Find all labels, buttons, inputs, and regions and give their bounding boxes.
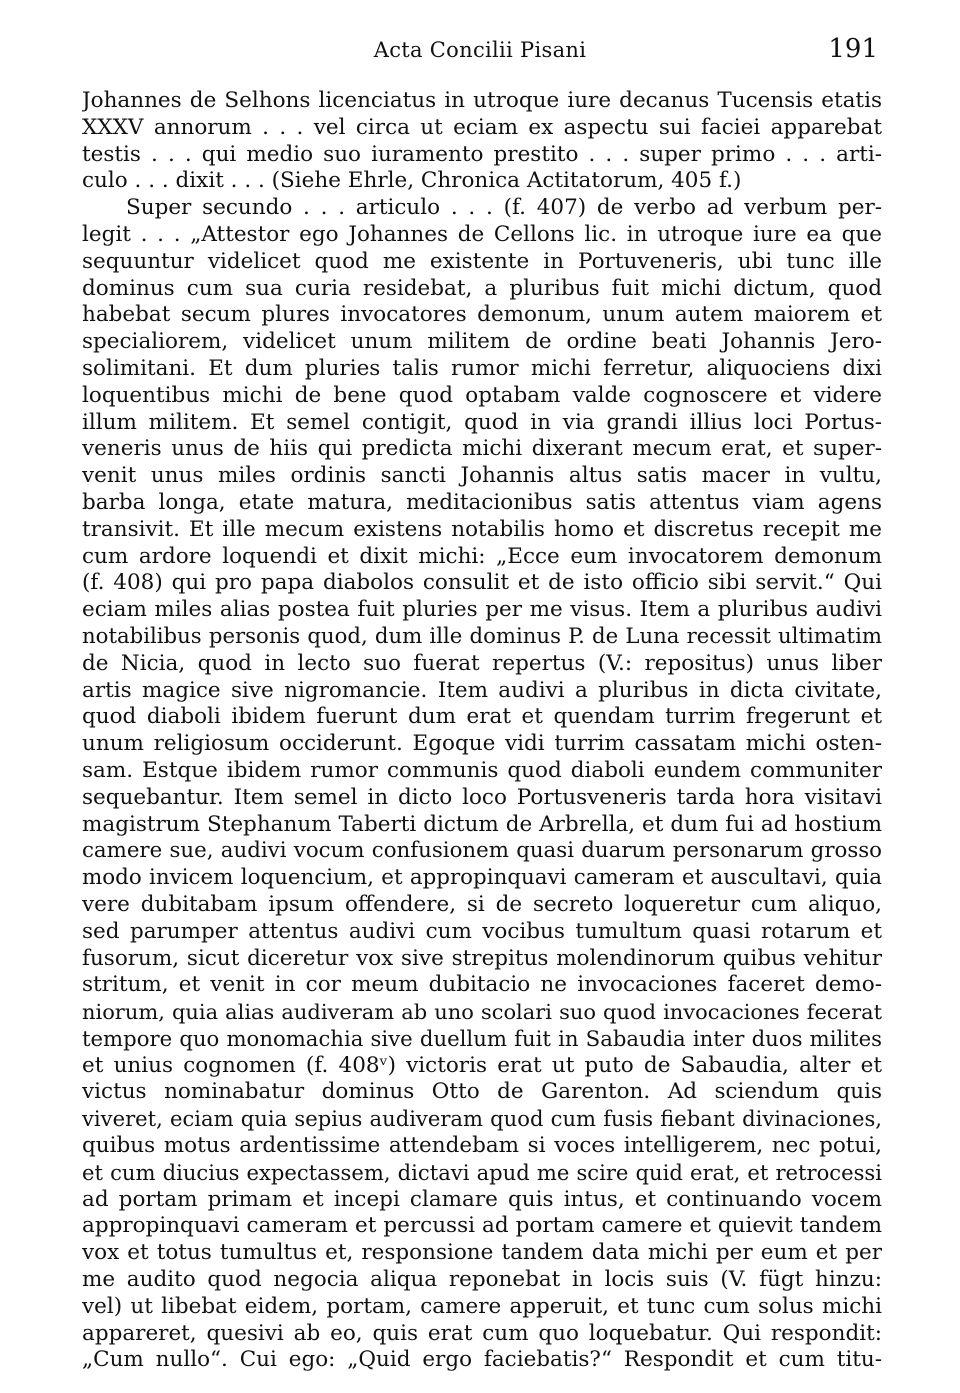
text-line: victus nominabatur dominus Otto de Garenton. Ad sciendum quis xyxy=(82,1079,882,1105)
text-line: magistrum Stephanum Taberti dictum de Arbrella, et dum fui ad hostium xyxy=(82,811,882,837)
text-line: transivit. Et ille mecum existens notabilis homo et discretus recepit me xyxy=(82,516,882,542)
text-line: stritum, et venit in cor meum dubitacio ne invocaciones faceret demo- xyxy=(82,972,882,998)
text-line: niorum, quia alias audiveram ab uno scolari suo quod invocaciones fecerat xyxy=(82,1000,882,1025)
text-line: illum militem. Et semel contigit, quod in via grandi illius loci Portus- xyxy=(82,409,882,435)
text-line: specialiorem, videlicet unum militem de ordine beati Johannis Jero- xyxy=(82,329,882,355)
text-line: quod diaboli ibidem fuerunt dum erat et quendam turrim fregerunt et xyxy=(82,704,882,730)
text-line: vox et totus tumultus et, responsione tandem data michi per eum et per xyxy=(82,1240,882,1266)
text-line: eciam miles alias postea fuit pluries per me visus. Item a pluribus audivi xyxy=(82,597,882,623)
text-line: loquentibus michi de bene quod optabam valde cognoscere et videre xyxy=(82,382,882,408)
text-line: (f. 408) qui pro papa diabolos consulit et de isto officio sibi servit.“ Qui xyxy=(82,570,882,596)
text-line: habebat secum plures invocatores demonum, unum autem maiorem et xyxy=(82,302,882,328)
text-line: solimitani. Et dum pluries talis rumor michi ferretur, aliquociens dixi xyxy=(82,355,882,381)
body-text xyxy=(82,88,882,1374)
text-line: sed parumper attentus audivi cum vocibus tumultum quasi rotarum et xyxy=(82,918,882,944)
text-line: legit . . . „Attestor ego Johannes de Cellons lic. in utroque iure ea que xyxy=(82,221,882,247)
text-line: unum religiosum occiderunt. Egoque vidi turrim cassatam michi osten- xyxy=(82,731,882,757)
text-line: barba longa, etate matura, meditacionibus satis attentus viam agens xyxy=(82,489,882,515)
text-line: venit unus miles ordinis sancti Johannis altus satis macer in vultu, xyxy=(82,463,882,489)
running-title: Acta Concilii Pisani xyxy=(373,38,587,62)
text-line: sam. Estque ibidem rumor communis quod diaboli eundem communiter xyxy=(82,757,882,783)
text-line: de Nicia, quod in lecto suo fuerat repertus (V.: repositus) unus liber xyxy=(82,650,882,676)
text-line: viveret, eciam quia sepius audiveram quod cum fusis fiebant divinaciones, xyxy=(82,1106,882,1132)
text-line: Johannes de Selhons licenciatus in utroque iure decanus Tucensis etatis xyxy=(82,88,882,113)
text-line: artis magice sive nigromancie. Item audivi a pluribus in dicta civitate, xyxy=(82,677,882,703)
text-line: XXXV annorum . . . vel circa ut eciam ex aspectu sui faciei apparebat xyxy=(82,114,882,140)
text-line: appareret, quesivi ab eo, quis erat cum quo loquebatur. Qui respondit: xyxy=(82,1320,882,1346)
text-line: „Cum nullo“. Cui ego: „Quid ergo faciebatis?“ Respondit et cum titu- xyxy=(82,1347,882,1373)
text-line: sequuntur videlicet quod me existente in Portuveneris, ubi tunc ille xyxy=(82,248,882,274)
text-line: ad portam primam et incepi clamare quis intus, et continuando vocem xyxy=(82,1186,882,1212)
text-line: dominus cum sua curia residebat, a pluribus fuit michi dictum, quod xyxy=(82,275,882,301)
text-line: sequebantur. Item semel in dicto loco Portusveneris tarda hora visitavi xyxy=(82,784,882,810)
text-line: quibus motus ardentissime attendebam si voces intelligerem, nec potui, xyxy=(82,1133,882,1159)
text-line: testis . . . qui medio suo iuramento prestito . . . super primo . . . arti- xyxy=(82,141,882,167)
text-line: notabilibus personis quod, dum ille dominus P. de Luna recessit ultimatim xyxy=(82,623,882,649)
text-line: veneris unus de hiis qui predicta michi dixerant mecum erat, et super- xyxy=(82,436,882,462)
text-line: modo invicem loquencium, et appropinquavi cameram et auscultavi, quia xyxy=(82,865,882,891)
text-line: me audito quod negocia aliqua reponebat in locis suis (V. fügt hinzu: xyxy=(82,1267,882,1293)
text-line: vel) ut libebat eidem, portam, camere apperuit, et tunc cum solus michi xyxy=(82,1293,882,1319)
text-line: appropinquavi cameram et percussi ad portam camere et quievit tandem xyxy=(82,1213,882,1239)
text-line: et cum diucius expectassem, dictavi apud me scire quid erat, et retrocessi xyxy=(82,1159,882,1185)
text-line: culo . . . dixit . . . (Siehe Ehrle, Chronica Actitatorum, 405 f.) xyxy=(82,168,742,194)
text-line: vere dubitabam ipsum offendere, si de secreto loqueretur cum aliquo, xyxy=(82,891,882,917)
text-line: Super secundo . . . articulo . . . (f. 407) de verbo ad verbum per- xyxy=(126,195,882,221)
text-line: et unius cognomen (f. 408ᵛ) victoris erat ut puto de Sabaudia, alter et xyxy=(82,1052,882,1078)
text-line: tempore quo monomachia sive duellum fuit in Sabaudia inter duos milites xyxy=(82,1025,882,1051)
text-line: cum ardore loquendi et dixit michi: „Ecce eum invocatorem demonum xyxy=(82,543,882,569)
running-head xyxy=(82,34,878,70)
text-line: camere sue, audivi vocum confusionem quasi duarum personarum grosso xyxy=(82,838,882,864)
text-line: fusorum, sicut diceretur vox sive strepitus molendinorum quibus vehitur xyxy=(82,945,882,971)
page-number: 191 xyxy=(828,34,878,64)
